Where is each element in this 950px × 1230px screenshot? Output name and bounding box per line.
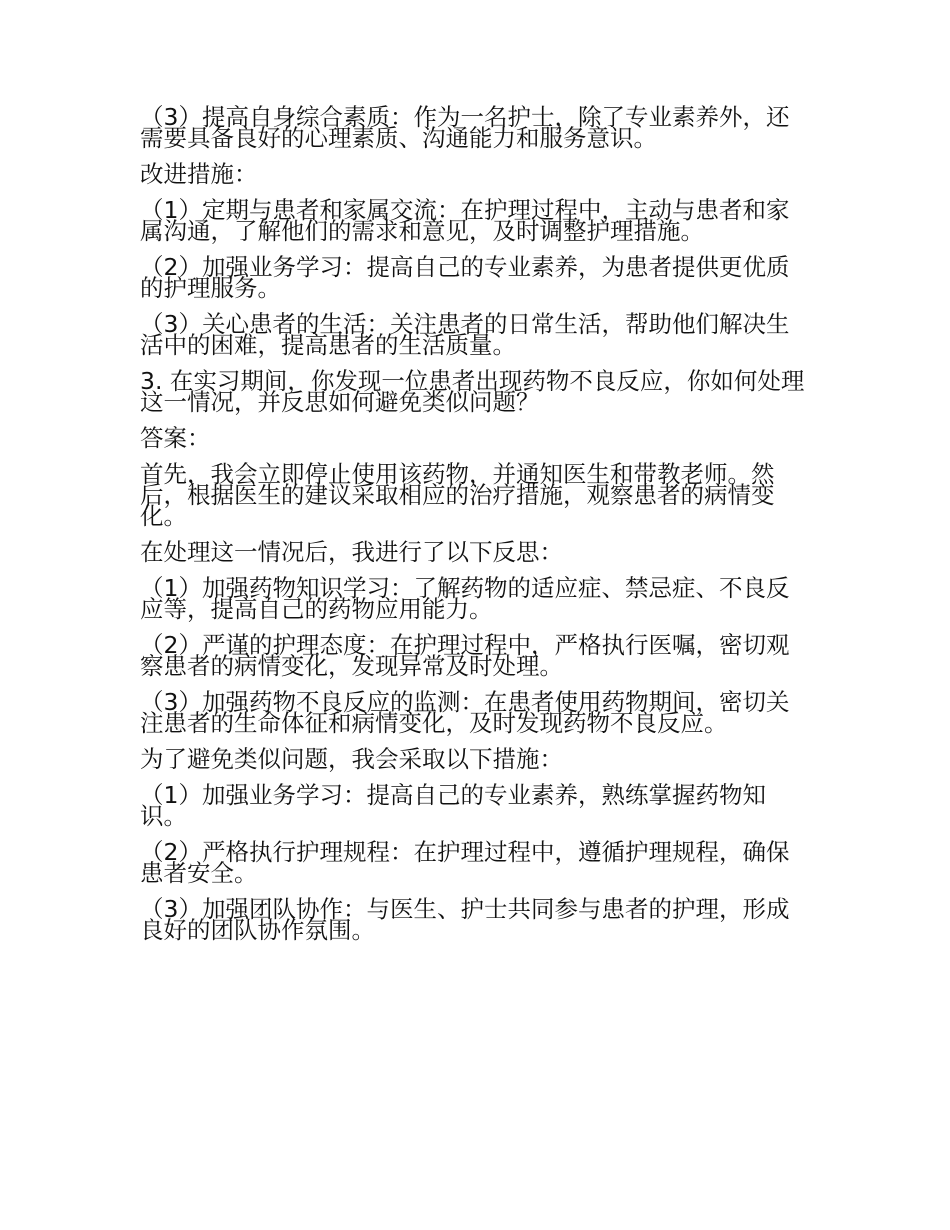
prevention-heading: 为了避免类似问题，我会采取以下措施： — [140, 745, 563, 773]
paragraph-care-life: （3）关心患者的生活：关注患者的日常生活，帮助他们解决生活中的困难，提高患者的生活质量。 — [140, 310, 790, 359]
prevention-study: （1）加强业务学习：提高自己的专业素养，熟练掌握药物知识。 — [140, 781, 766, 830]
reflection-drug-knowledge: （1）加强药物知识学习：了解药物的适应症、禁忌症、不良反应等，提高自己的药物应用能力。 — [140, 574, 790, 623]
prevention-teamwork: （3）加强团队协作：与医生、护士共同参与患者的护理，形成良好的团队协作氛围。 — [140, 895, 790, 944]
prevention-procedures: （2）严格执行护理规程：在护理过程中，遵循护理规程，确保患者安全。 — [140, 838, 790, 887]
improvement-heading: 改进措施： — [140, 160, 258, 188]
paragraph-study: （2）加强业务学习：提高自己的专业素养，为患者提供更优质的护理服务。 — [140, 253, 790, 302]
answer-heading: 答案： — [140, 424, 211, 452]
document-body — [140, 103, 808, 956]
paragraph-communication: （1）定期与患者和家属交流：在护理过程中，主动与患者和家属沟通，了解他们的需求和意见，及时调整护理措施。 — [140, 196, 790, 245]
question-3: 3. 在实习期间，你发现一位患者出现药物不良反应，你如何处理这一情况，并反思如何避免类似问题？ — [140, 367, 805, 416]
reflection-heading: 在处理这一情况后，我进行了以下反思： — [140, 538, 563, 566]
paragraph-quality: （3）提高自身综合素质：作为一名护士，除了专业素养外，还需要具备良好的心理素质、沟通能力和服务意识。 — [140, 103, 790, 152]
reflection-attitude: （2）严谨的护理态度：在护理过程中，严格执行医嘱，密切观察患者的病情变化，发现异常及时处理。 — [140, 631, 790, 680]
answer-first-step: 首先，我会立即停止使用该药物，并通知医生和带教老师。然后，根据医生的建议采取相应的治疗措施，观察患者的病情变化。 — [140, 460, 775, 530]
reflection-monitoring: （3）加强药物不良反应的监测：在患者使用药物期间，密切关注患者的生命体征和病情变化，及时发现药物不良反应。 — [140, 688, 790, 737]
